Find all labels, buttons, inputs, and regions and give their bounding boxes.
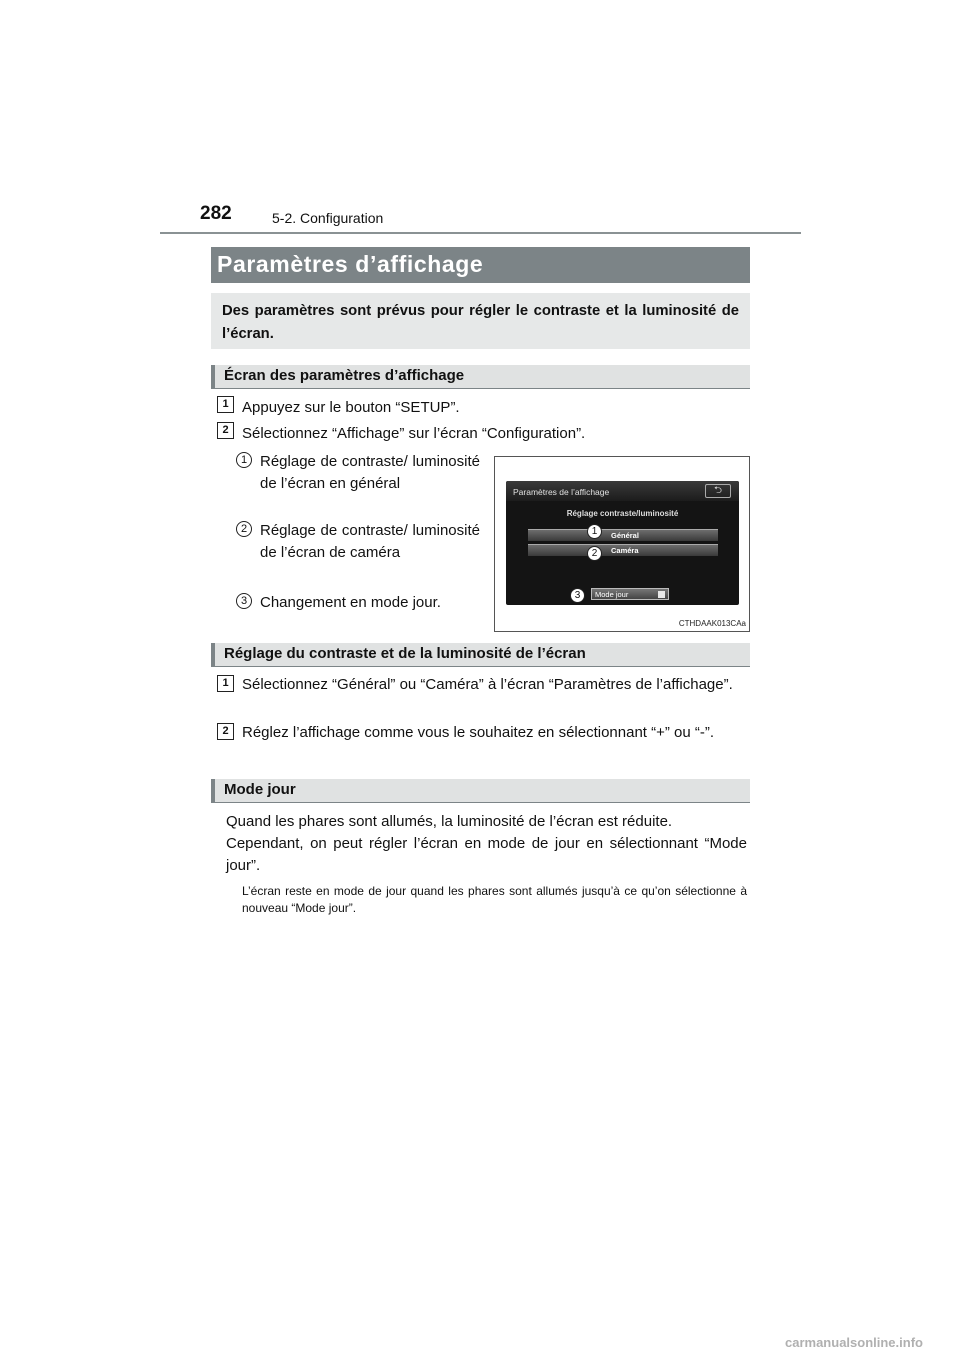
step-text: Réglez l’affichage comme vous le souhaitez en sélectionnant “+” ou “-”. bbox=[242, 724, 715, 741]
step-text: Appuyez sur le bouton “SETUP”. bbox=[242, 399, 460, 416]
camera-option-button[interactable] bbox=[528, 544, 718, 556]
day-mode-indicator bbox=[658, 591, 665, 598]
camera-option-label: Caméra bbox=[611, 546, 639, 555]
screen-title: Paramètres de l’affichage bbox=[513, 487, 610, 497]
watermark: carmanualsonline.info bbox=[785, 1335, 923, 1350]
step-badge: 1 bbox=[217, 675, 234, 692]
day-mode-button[interactable] bbox=[591, 588, 669, 600]
page-title: Paramètres d’affichage bbox=[217, 251, 484, 277]
section-heading-day-mode bbox=[211, 779, 750, 803]
callout-3: 3 bbox=[570, 588, 585, 603]
callout-1: 1 bbox=[587, 524, 602, 539]
general-option-button[interactable] bbox=[528, 529, 718, 541]
header-rule bbox=[160, 232, 801, 234]
screen-header bbox=[506, 481, 739, 501]
step-badge: 2 bbox=[217, 723, 234, 740]
screen-subtitle: Réglage contraste/luminosité bbox=[566, 509, 679, 518]
section-heading-text: Réglage du contraste et de la luminosité de l’écran bbox=[224, 645, 586, 662]
step-badge: 2 bbox=[217, 422, 234, 439]
item-text: Réglage de contraste/ luminosité de l’écran en général bbox=[260, 453, 480, 492]
step-badge: 1 bbox=[217, 396, 234, 413]
section-heading-display-screen bbox=[211, 365, 750, 389]
note-text: L’écran reste en mode de jour quand les phares sont allumés jusqu’à ce qu’on sélectionne à nouveau “Mode jour”. bbox=[242, 884, 747, 915]
item-number-circle: 1 bbox=[236, 452, 252, 468]
item-number-circle: 2 bbox=[236, 521, 252, 537]
item-text: Changement en mode jour. bbox=[260, 594, 441, 611]
screen-figure bbox=[494, 456, 750, 632]
step-text: Sélectionnez “Affichage” sur l’écran “Configuration”. bbox=[242, 425, 586, 442]
intro-box bbox=[211, 293, 750, 349]
step-text: Sélectionnez “Général” ou “Caméra” à l’écran “Paramètres de l’affichage”. bbox=[242, 676, 733, 693]
figure-code: CTHDAAK013CAa bbox=[678, 619, 746, 628]
section-reference: 5-2. Configuration bbox=[272, 210, 384, 226]
page-title-bar bbox=[211, 247, 750, 283]
intro-text: Des paramètres sont prévus pour régler le contraste et la luminosité de l’écran. bbox=[222, 303, 739, 342]
day-mode-label: Mode jour bbox=[595, 590, 629, 599]
general-option-label: Général bbox=[611, 531, 639, 540]
display-screen bbox=[506, 481, 739, 605]
page-number: 282 bbox=[200, 203, 232, 224]
callout-2: 2 bbox=[587, 546, 602, 561]
back-icon[interactable]: ⮌ bbox=[705, 484, 731, 498]
item-text: Réglage de contraste/ luminosité de l’écran de caméra bbox=[260, 522, 480, 561]
paragraph: Quand les phares sont allumés, la luminosité de l’écran est réduite. bbox=[226, 813, 673, 830]
paragraph: Cependant, on peut régler l’écran en mode de jour en sélectionnant “Mode jour”. bbox=[226, 835, 747, 874]
item-number-circle: 3 bbox=[236, 593, 252, 609]
section-heading-contrast bbox=[211, 643, 750, 667]
section-heading-text: Mode jour bbox=[224, 781, 296, 798]
section-heading-text: Écran des paramètres d’affichage bbox=[224, 367, 465, 384]
